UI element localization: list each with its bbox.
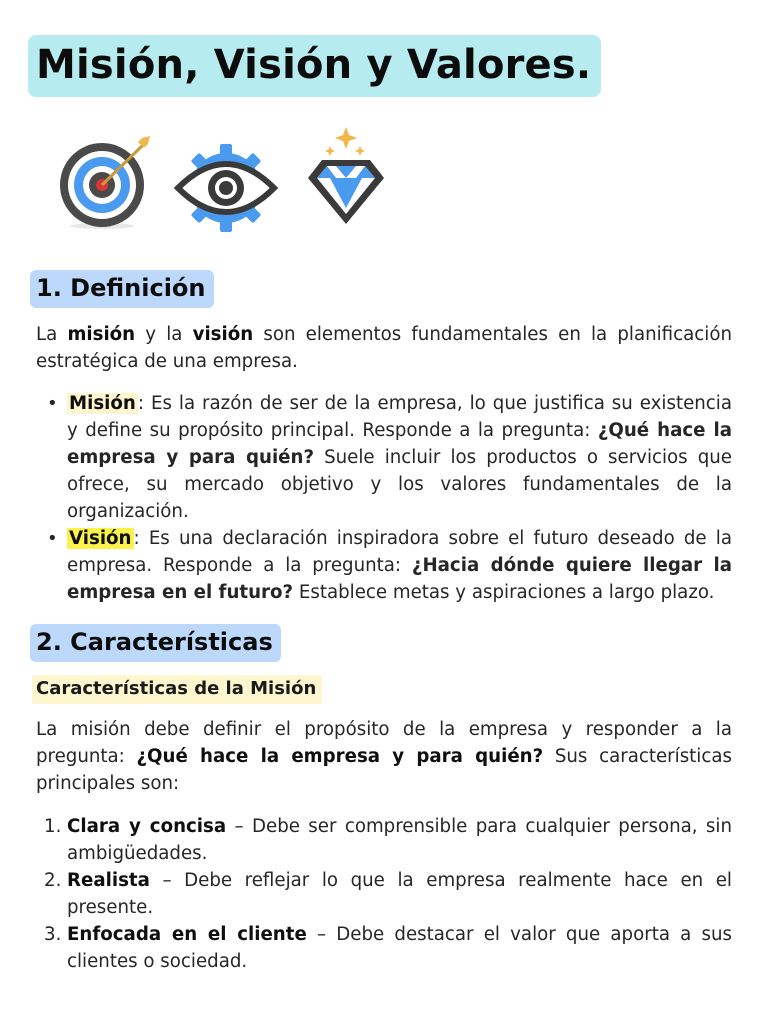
mision-question: ¿Qué hace la empresa y para quién?	[67, 420, 732, 468]
bullet-dot: •	[47, 393, 58, 414]
target-icon	[48, 122, 158, 232]
icon-row	[48, 122, 408, 232]
section-heading-definicion: 1. Definición	[30, 270, 214, 308]
caracteristicas-intro: La misión debe definir el propósito de la empresa y responder a la pregunta: ¿Qué hace la empresa y para quién? Sus características principales son:	[36, 719, 732, 794]
list-item: 3. Enfocada en el cliente – Debe destacar el valor que aporta a sus clientes o sociedad.	[44, 924, 732, 972]
bullet-dot: •	[47, 528, 58, 549]
vision-label: Visión	[69, 528, 132, 549]
definition-intro: La misión y la visión son elementos fundamentales en la planificación estratégica de una empresa.	[36, 324, 732, 372]
vision-question: ¿Hacia dónde quiere llegar la empresa en el futuro?	[67, 555, 733, 603]
definition-bullet-list	[36, 390, 732, 606]
eye-gear-icon	[172, 122, 282, 232]
title-block	[28, 35, 601, 97]
section-heading-caracteristicas: 2. Características	[30, 624, 281, 662]
list-item-vision: • Visión : Es una declaración inspiradora sobre el futuro deseado de la empresa. Responde a la pregunta: ¿Hacia dónde quiere llegar la empresa en el futuro? Establece metas y aspiraciones a largo plazo.	[36, 525, 732, 606]
page-title: Misión, Visión y Valores.	[28, 35, 601, 97]
list-item: 2. Realista – Debe reflejar lo que la empresa realmente hace en el presente.	[44, 870, 732, 918]
list-item: 1. Clara y concisa – Debe ser comprensible para cualquier persona, sin ambigüedades.	[44, 816, 732, 864]
list-item-mision: • Misión : Es la razón de ser de la empresa, lo que justifica su existencia y define su propósito principal. Responde a la pregunta: ¿Qué hace la empresa y para quién? Suele incluir los productos o servicios que ofrece, su mercado objetivo y los valores fundamentales de la organización.	[36, 390, 732, 525]
caracteristicas-ordered-list	[36, 813, 732, 975]
subheading-caracteristicas-mision: Características de la Misión	[32, 675, 322, 704]
mision-label: Misión	[69, 393, 136, 414]
diamond-icon	[296, 122, 406, 232]
